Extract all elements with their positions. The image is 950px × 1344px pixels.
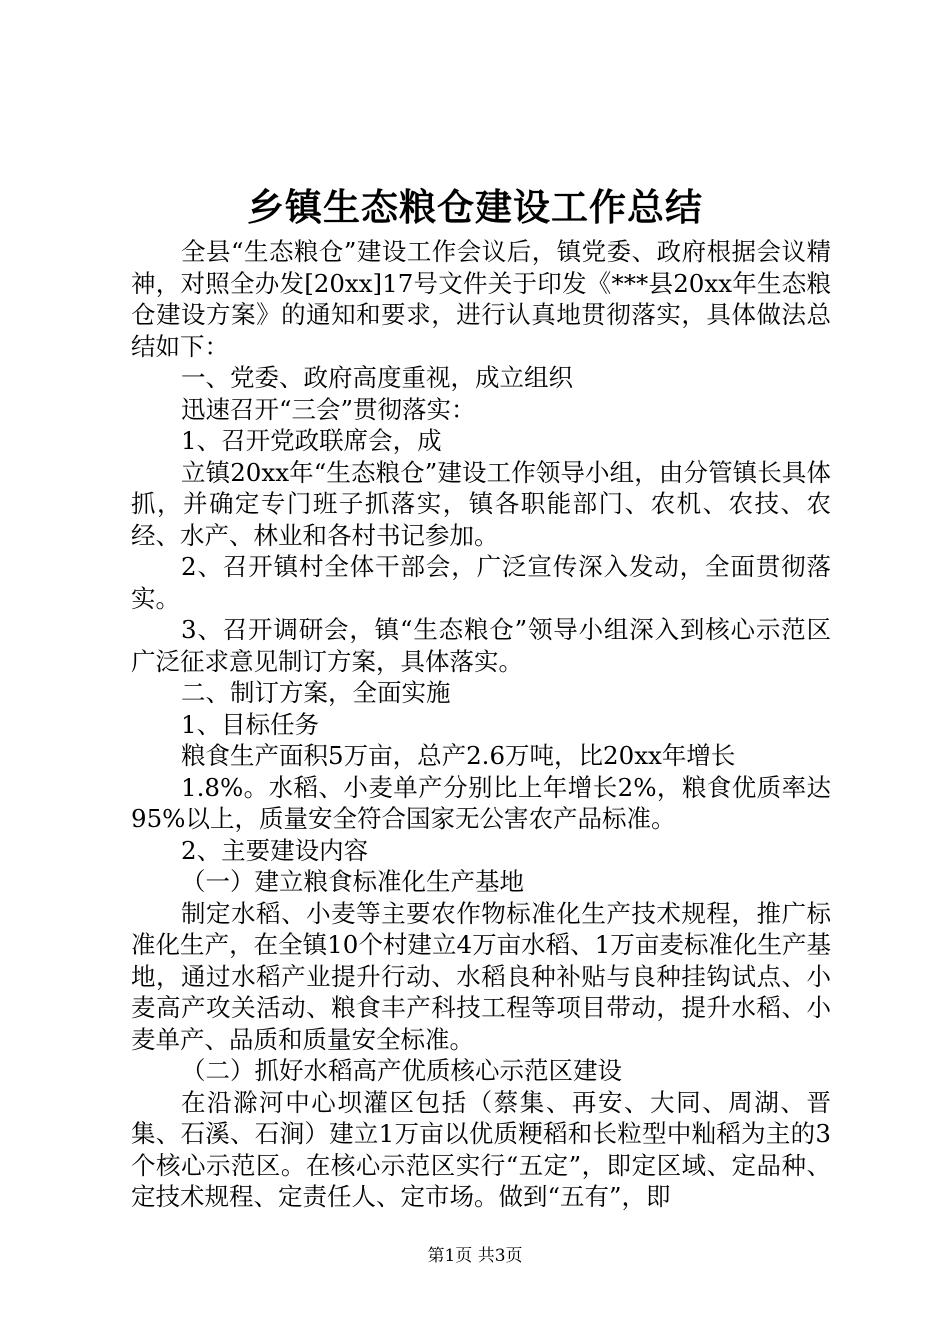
document-body xyxy=(131,236,831,1213)
paragraph: 迅速召开“三会”贯彻落实： xyxy=(181,394,476,424)
page-number-footer: 第1页 共3页 xyxy=(427,1246,523,1266)
document-title: 乡镇生态粮仓建设工作总结 xyxy=(247,185,703,229)
subheading: （一）建立粮食标准化生产基地 xyxy=(181,867,524,896)
paragraph-intro: 全县“生态粮仓”建设工作会议后，镇党委、政府根据会议精神，对照全办发[20xx]17号文件关于印发《***县20xx年生态粮仓建设方案》的通知和要求，进行认真地贯彻落实，具体做法总结如下： xyxy=(131,237,831,361)
section-heading-1: 一、党委、政府高度重视，成立组织 xyxy=(181,363,573,392)
paragraph: 立镇20xx年“生态粮仓”建设工作领导小组，由分管镇长具体抓，并确定专门班子抓落实，镇各职能部门、农机、农技、农经、水产、林业和各村书记参加。 xyxy=(131,457,831,550)
subheading: （二）抓好水稻高产优质核心示范区建设 xyxy=(181,1056,622,1085)
subheading: 2、主要建设内容 xyxy=(181,835,369,865)
paragraph: 粮食生产面积5万亩，总产2.6万吨，比20xx年增长 xyxy=(181,741,736,770)
paragraph: 制定水稻、小麦等主要农作物标准化生产技术规程，推广标准化生产，在全镇10个村建立4万亩水稻、1万亩麦标准化生产基地，通过水稻产业提升行动、水稻良种补贴与良种挂钩试点、小麦高产攻关活动、粮食丰产科技工程等项目带动，提升水稻、小麦单产、品质和质量安全标准。 xyxy=(131,898,831,1054)
section-heading-2: 二、制订方案，全面实施 xyxy=(181,678,451,707)
subheading: 1、目标任务 xyxy=(181,709,320,739)
paragraph: 在沿滁河中心坝灌区包括（蔡集、再安、大同、周湖、晋集、石溪、石涧）建立1万亩以优质粳稻和长粒型中籼稻为主的3个核心示范区。在核心示范区实行“五定”，即定区域、定品种、定技术规程、定责任人、定市场。做到“五有”，即 xyxy=(131,1087,831,1211)
paragraph: 1.8%。水稻、小麦单产分别比上年增长2%，粮食优质率达95%以上，质量安全符合国家无公害农产品标准。 xyxy=(131,772,831,833)
list-item: 2、召开镇村全体干部会，广泛宣传深入发动，全面贯彻落实。 xyxy=(131,552,831,613)
list-item: 1、召开党政联席会，成 xyxy=(181,426,442,455)
list-item: 3、召开调研会，镇“生态粮仓”领导小组深入到核心示范区广泛征求意见制订方案，具体落实。 xyxy=(131,615,831,676)
